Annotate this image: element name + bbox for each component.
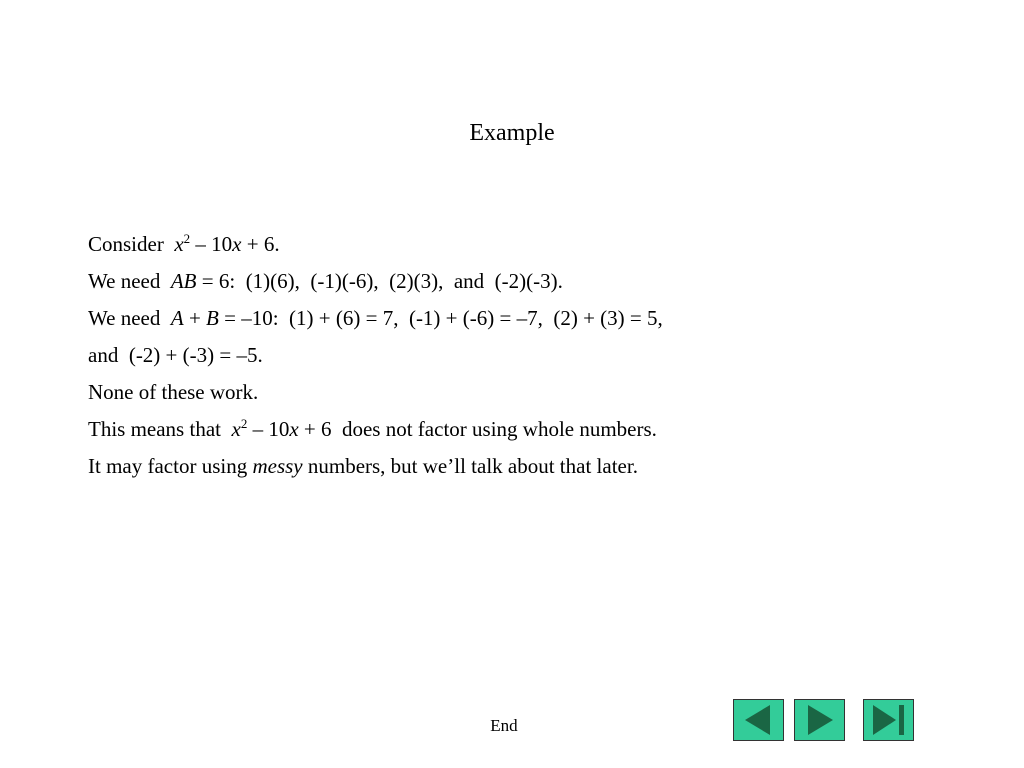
text-segment: + 6. — [241, 232, 280, 256]
triangle-right-icon — [795, 700, 844, 740]
text-line — [88, 411, 988, 448]
italic-text: x — [289, 417, 299, 441]
italic-text: x — [174, 232, 184, 256]
text-segment: We need — [88, 306, 171, 330]
text-line — [88, 300, 988, 337]
previous-slide-button[interactable] — [733, 699, 784, 741]
text-segment: numbers, but we’ll talk about that later. — [302, 454, 638, 478]
next-slide-button[interactable] — [794, 699, 845, 741]
slide-title: Example — [469, 120, 555, 146]
skip-to-end-icon — [864, 700, 913, 740]
superscript-text: 2 — [240, 416, 248, 431]
text-line — [88, 226, 988, 263]
italic-text: messy — [252, 454, 303, 478]
text-segment: – 10 — [190, 232, 233, 256]
text-segment: = 6: (1)(6), (-1)(-6), (2)(3), and (-2)(-3). — [196, 269, 563, 293]
superscript-text: 2 — [183, 231, 191, 246]
text-segment: = –10: (1) + (6) = 7, (-1) + (-6) = –7, (2) + (3) = 5, — [218, 306, 663, 330]
text-segment: It may factor using — [88, 454, 253, 478]
italic-text: AB — [170, 269, 197, 293]
text-line — [88, 374, 988, 411]
text-segment: Consider — [88, 232, 175, 256]
text-segment: – 10 — [247, 417, 290, 441]
text-segment: We need — [88, 269, 171, 293]
text-segment: and (-2) + (-3) = –5. — [88, 343, 263, 367]
triangle-left-icon — [734, 700, 783, 740]
text-segment: + 6 does not factor using whole numbers. — [298, 417, 657, 441]
text-segment: This means that — [88, 417, 232, 441]
text-segment: + — [183, 306, 207, 330]
text-line — [88, 337, 988, 374]
italic-text: A — [170, 306, 184, 330]
text-line — [88, 263, 988, 300]
italic-text: B — [206, 306, 219, 330]
last-slide-button[interactable] — [863, 699, 914, 741]
italic-text: x — [231, 417, 241, 441]
text-segment: None of these work. — [88, 380, 259, 404]
footer-end-label: End — [490, 716, 518, 735]
italic-text: x — [232, 232, 242, 256]
text-line — [88, 448, 988, 485]
slide-body — [88, 226, 988, 485]
